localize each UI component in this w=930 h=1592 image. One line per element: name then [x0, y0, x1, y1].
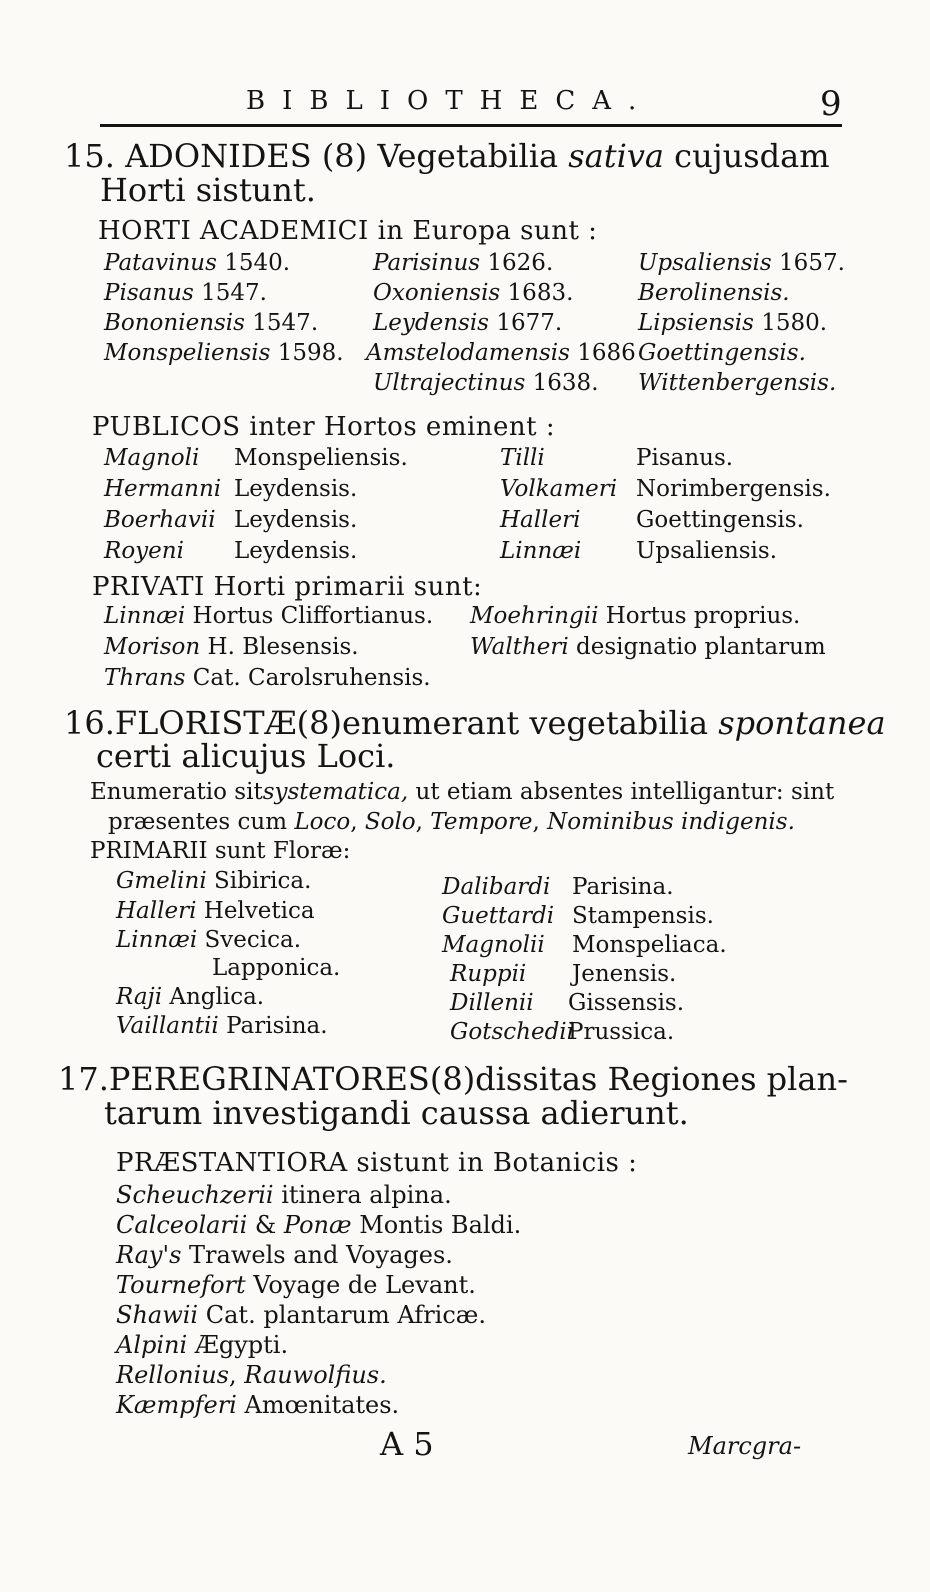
garden-entry: Oxoniensis 1683. [373, 280, 574, 306]
section-number: 15. [64, 137, 115, 175]
private-garden-entry: Morison H. Blesensis. [104, 634, 359, 660]
emphasis: sativa [568, 137, 664, 175]
travel-entry: Calceolarii & Ponæ Montis Baldi. [116, 1211, 522, 1239]
garden-entry: Wittenbergensis. [638, 370, 837, 396]
travel-entry: Tournefort Voyage de Levant. [116, 1271, 476, 1299]
flora-place: Jenensis. [572, 961, 677, 987]
garden-entry: Bononiensis 1547. [104, 310, 319, 336]
public-garden-place: Goettingensis. [636, 507, 804, 533]
garden-entry: Amstelodamensis 1686 [366, 340, 636, 366]
public-garden-author: Boerhavii [104, 507, 216, 533]
flora-entry: Lapponica. [212, 955, 341, 981]
garden-entry: Lipsiensis 1580. [638, 310, 828, 336]
section-16-heading [64, 704, 886, 742]
section-16-note-line-1: Enumeratio sitsystematica, ut etiam absentes intelligantur: sint [90, 779, 835, 805]
public-garden-author: Magnoli [104, 445, 200, 471]
private-gardens-intro: PRIVATI Horti primarii sunt: [92, 572, 483, 602]
garden-entry: Monspeliensis 1598. [104, 340, 344, 366]
travels-intro: PRÆSTANTIORA sistunt in Botanicis : [116, 1148, 638, 1178]
section-title: FLORISTÆ [114, 704, 297, 742]
text: cujusdam [674, 137, 830, 175]
section-title: PEREGRINATORES [108, 1060, 430, 1098]
public-garden-author: Halleri [500, 507, 581, 533]
public-garden-author: Tilli [500, 445, 545, 471]
flora-author: Magnolii [442, 932, 545, 958]
flora-author: Dillenii [450, 990, 534, 1016]
public-garden-place: Pisanus. [636, 445, 734, 471]
flora-entry: Raji Anglica. [116, 984, 265, 1010]
catchword: Marcgra- [688, 1432, 802, 1460]
academic-gardens-intro: HORTI ACADEMICI in Europa sunt : [98, 216, 598, 246]
section-17-line-2: tarum investigandi caussa adierunt. [104, 1094, 689, 1132]
garden-entry: Upsaliensis 1657. [638, 250, 845, 276]
garden-entry: Ultrajectinus 1638. [373, 370, 599, 396]
public-garden-author: Linnæi [500, 538, 582, 564]
section-15-line-2: Horti sistunt. [100, 171, 316, 209]
section-number: 16. [64, 704, 115, 742]
flora-entry: Vaillantii Parisina. [116, 1013, 328, 1039]
public-garden-place: Leydensis. [234, 507, 358, 533]
private-garden-entry: Linnæi Hortus Cliffortianus. [104, 603, 434, 629]
travel-entry: Alpini Ægypti. [116, 1331, 289, 1359]
public-gardens-intro: PUBLICOS inter Hortos eminent : [92, 412, 556, 442]
private-garden-entry: Thrans Cat. Carolsruhensis. [104, 665, 431, 691]
flora-place: Prussica. [568, 1019, 675, 1045]
travel-entry: Ray's Trawels and Voyages. [116, 1241, 453, 1269]
page-number: 9 [820, 84, 842, 124]
section-16-note-line-2: præsentes cum Loco, Solo, Tempore, Nominibus indigenis. [108, 809, 795, 835]
header-rule [100, 124, 842, 127]
public-garden-author: Volkameri [500, 476, 618, 502]
public-garden-place: Leydensis. [234, 476, 358, 502]
section-number: 17. [58, 1060, 109, 1098]
flora-place: Monspeliaca. [572, 932, 727, 958]
text: Vegetabilia [377, 137, 559, 175]
flora-place: Parisina. [572, 874, 674, 900]
emphasis: spontanea [718, 704, 886, 742]
public-garden-place: Norimbergensis. [636, 476, 831, 502]
public-garden-place: Monspeliensis. [234, 445, 408, 471]
garden-entry: Parisinus 1626. [373, 250, 554, 276]
private-garden-entry: Moehringii Hortus proprius. [470, 603, 801, 629]
travel-entry: Shawii Cat. plantarum Africæ. [116, 1301, 486, 1329]
travel-entry: Kæmpferi Amœnitates. [116, 1391, 400, 1419]
flora-entry: Halleri Helvetica [116, 898, 315, 924]
public-garden-author: Royeni [104, 538, 184, 564]
public-garden-place: Upsaliensis. [636, 538, 778, 564]
flora-entry: Linnæi Svecica. [116, 927, 302, 953]
flora-author: Guettardi [442, 903, 555, 929]
signature-mark: A 5 [380, 1425, 434, 1463]
running-title: BIBLIOTHECA. [246, 86, 654, 116]
flora-place: Gissensis. [568, 990, 685, 1016]
flora-entry: Gmelini Sibirica. [116, 868, 312, 894]
private-garden-entry: Waltheri designatio plantarum [470, 634, 826, 660]
flora-author: Dalibardi [442, 874, 551, 900]
section-17-heading [58, 1060, 848, 1098]
text: (8)dissitas Regiones plan- [429, 1060, 848, 1098]
garden-entry: Patavinus 1540. [104, 250, 291, 276]
garden-entry: Goettingensis. [638, 340, 806, 366]
section-15-heading [64, 137, 830, 175]
public-garden-place: Leydensis. [234, 538, 358, 564]
garden-entry: Pisanus 1547. [104, 280, 267, 306]
flora-place: Stampensis. [572, 903, 714, 929]
section-16-line-2: certi alicujus Loci. [96, 737, 396, 775]
flora-author: Gotschedii [450, 1019, 575, 1045]
garden-entry: Berolinensis. [638, 280, 790, 306]
garden-entry: Leydensis 1677. [373, 310, 563, 336]
section-title: ADONIDES [125, 137, 312, 175]
public-garden-author: Hermanni [104, 476, 222, 502]
travel-entry: Scheuchzerii itinera alpina. [116, 1181, 452, 1209]
reference: (8) [321, 137, 368, 175]
flora-author: Ruppii [450, 961, 527, 987]
text: (8)enumerant vegetabilia [296, 704, 709, 742]
travel-entry: Rellonius, Rauwolfius. [116, 1361, 387, 1389]
primary-floras-intro: PRIMARII sunt Floræ: [90, 838, 351, 864]
